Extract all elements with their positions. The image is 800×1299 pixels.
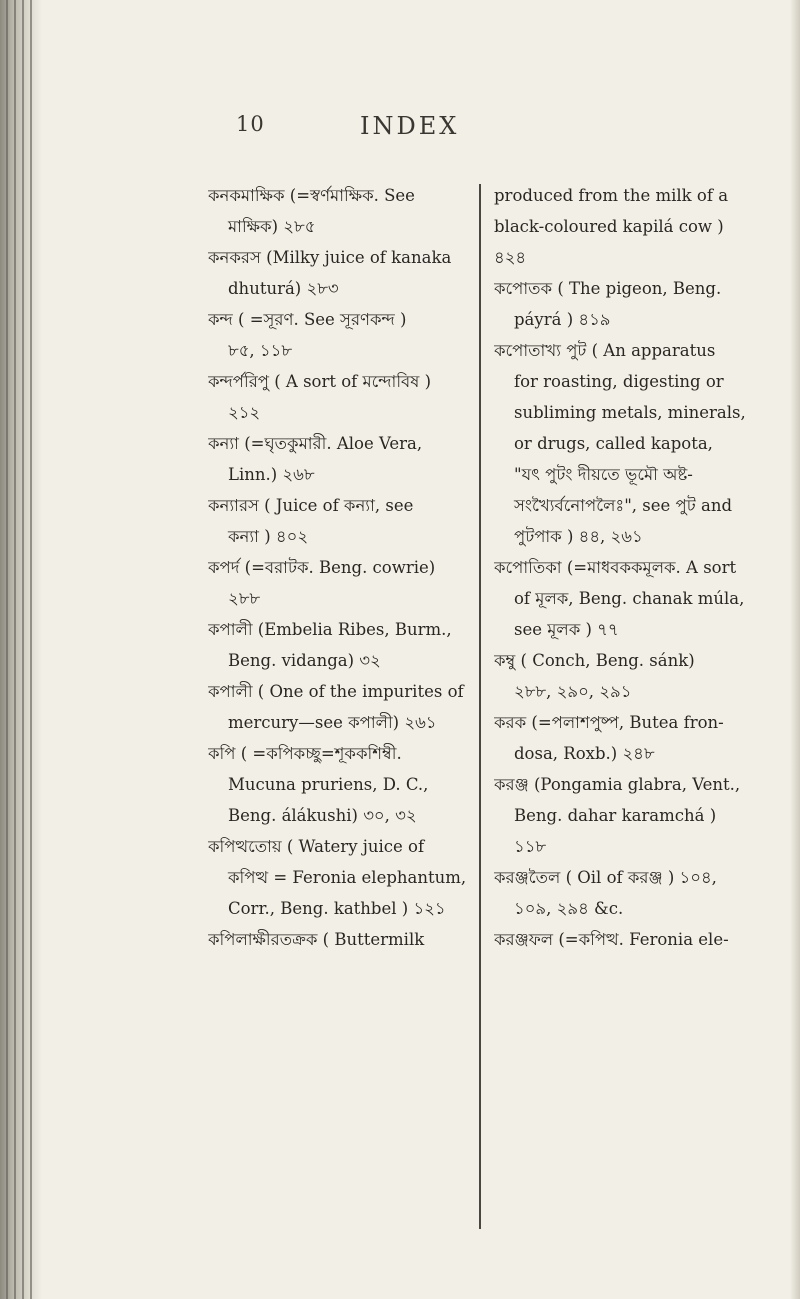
index-entry-line: কপোতক ( The pigeon, Beng. xyxy=(494,279,722,298)
index-entry-line: সংখ্যৈর্বনোপলৈঃ", see পুট and xyxy=(514,496,733,515)
index-entry-line: subliming metals, minerals, xyxy=(514,403,746,422)
page-number: 10 xyxy=(236,112,265,136)
index-entry-line: কপি ( =কপিকচ্ছু=শূককশিম্বী. xyxy=(208,744,402,763)
index-entry-line: Beng. álákushi) ৩০, ৩২ xyxy=(228,806,417,825)
index-entry-line: see মূলক ) ৭৭ xyxy=(514,620,619,639)
index-entry-line: páyrá ) ৪১৯ xyxy=(514,310,611,329)
index-entry-line: মাক্ষিক) ২৮৫ xyxy=(228,217,316,236)
index-entry-line: করঞ্জফল (=কপিত্থ. Feronia ele- xyxy=(494,930,729,949)
index-entry-line: কপিত্থতোয় ( Watery juice of xyxy=(208,837,425,856)
index-entry-line: কপালী ( One of the impurites of xyxy=(208,682,464,701)
index-entry-line: কনকমাক্ষিক (=স্বর্ণমাক্ষিক. See xyxy=(208,186,415,205)
right-column xyxy=(494,180,766,955)
index-entry-line: produced from the milk of a xyxy=(494,186,729,205)
index-entry-line: কন্যারস ( Juice of কন্যা, see xyxy=(208,496,414,515)
index-entry-line: করঞ্জতৈল ( Oil of করঞ্জ ) ১০৪, xyxy=(494,868,717,887)
page-edge-right xyxy=(790,0,800,1299)
index-entry-line: কন্যা ) ৪০২ xyxy=(228,527,309,546)
page-header xyxy=(0,112,800,152)
index-entry-line: করঞ্জ (Pongamia glabra, Vent., xyxy=(494,775,741,794)
index-entry-line: black-coloured kapilá cow ) xyxy=(494,217,724,236)
index-entry-line: কপোতাখ্য পুট ( An apparatus xyxy=(494,341,716,360)
column-divider xyxy=(479,184,481,1229)
index-entry-line: কপর্দ (=বরাটক. Beng. cowrie) xyxy=(208,558,436,577)
index-entry-line: পুটপাক ) ৪৪, ২৬১ xyxy=(514,527,643,546)
index-entry-line: কন্যা (=ঘৃতকুমারী. Aloe Vera, xyxy=(208,434,423,453)
index-entry-line: or drugs, called kapota, xyxy=(514,434,713,453)
index-entry-line: Beng. vidanga) ৩২ xyxy=(228,651,381,670)
index-entry-line: করক (=পলাশপুষ্প, Butea fron- xyxy=(494,713,724,732)
index-entry-line: Corr., Beng. kathbel ) ১২১ xyxy=(228,899,446,918)
index-entry-line: ২৮৮, ২৯০, ২৯১ xyxy=(514,682,632,701)
index-entry-line: Beng. dahar karamchá ) xyxy=(514,806,717,825)
index-entry-line: কপালী (Embelia Ribes, Burm., xyxy=(208,620,452,639)
index-entry-line: of মূলক, Beng. chanak múla, xyxy=(514,589,745,608)
index-entry-line: ১১৮ xyxy=(514,837,547,856)
running-head: INDEX xyxy=(360,112,460,140)
index-entry-line: ২৮৮ xyxy=(228,589,261,608)
index-entry-line: কন্দৰ্পরিপু ( A sort of মন্দোবিষ ) xyxy=(208,372,432,391)
index-entry-line: কন্দ ( =সূরণ. See সূরণকন্দ ) xyxy=(208,310,407,329)
index-entry-line: ৪২৪ xyxy=(494,248,527,267)
index-entry-line: কপোতিকা (=মাধবককমূলক. A sort xyxy=(494,558,737,577)
index-entry-line: for roasting, digesting or xyxy=(514,372,724,391)
index-entry-line: কম্বু ( Conch, Beng. sánk) xyxy=(494,651,695,670)
index-entry-line: mercury—see কপালী) ২৬১ xyxy=(228,713,437,732)
index-entry-line: ১০৯, ২৯৪ &c. xyxy=(514,899,624,918)
index-entry-line: dosa, Roxb.) ২৪৮ xyxy=(514,744,655,763)
index-entry-line: ৮৫, ১১৮ xyxy=(228,341,293,360)
index-entry-line: কপিত্থ = Feronia elephantum, xyxy=(228,868,467,887)
index-entry-line: dhuturá) ২৮৩ xyxy=(228,279,339,298)
index-entry-line: Mucuna pruriens, D. C., xyxy=(228,775,429,794)
page-edge-shadow xyxy=(0,0,42,1299)
index-entry-line: কনকরস (Milky juice of kanaka xyxy=(208,248,452,267)
left-column xyxy=(208,180,470,955)
index-entry-line: "যৎ পুটং দীয়তে ভূমৌ অষ্ট- xyxy=(514,465,693,484)
index-entry-line: কপিলাক্ষীরতক্রক ( Buttermilk xyxy=(208,930,425,949)
index-entry-line: Linn.) ২৬৮ xyxy=(228,465,315,484)
index-entry-line: ২১২ xyxy=(228,403,261,422)
